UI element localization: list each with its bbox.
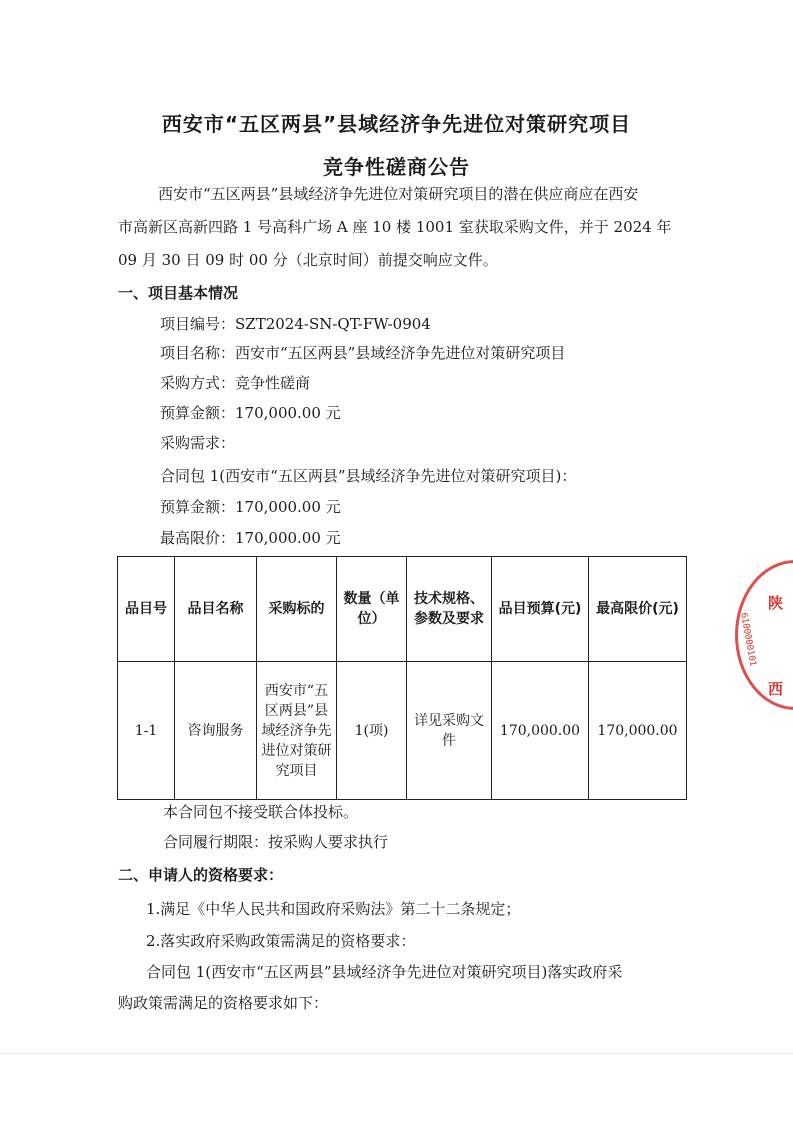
table-cell: 1-1 [118, 662, 175, 800]
project-name: 项目名称：西安市“五区两县”县域经济争先进位对策研究项目 [160, 344, 566, 362]
section-1-heading: 一、项目基本情况 [118, 284, 239, 302]
table-cell: 咨询服务 [175, 662, 257, 800]
table-cell: 1(项) [337, 662, 407, 800]
requirement-3-line-1: 合同包 1(西安市“五区两县”县域经济争先进位对策研究项目)落实政府采 [146, 963, 623, 981]
intro-line-2: 市高新区高新四路 1 号高科广场 A 座 10 楼 1001 室获取采购文件，并于 2024 年 [118, 218, 672, 236]
package-budget: 预算金额：170,000.00 元 [160, 498, 341, 516]
items-table [117, 556, 687, 800]
column-header: 数量（单位） [337, 557, 407, 662]
project-number: 项目编号：SZT2024-SN-QT-FW-0904 [160, 315, 431, 333]
intro-line-1: 西安市“五区两县”县域经济争先进位对策研究项目的潜在供应商应在西安 [158, 185, 639, 203]
procurement-method: 采购方式：竞争性磋商 [160, 374, 311, 392]
seal-character: 西 [768, 680, 784, 698]
seal-character: 陕 [768, 594, 784, 612]
column-header: 品目预算(元) [492, 557, 589, 662]
table-cell: 170,000.00 [589, 662, 687, 800]
column-header: 技术规格、参数及要求 [407, 557, 492, 662]
contract-period: 合同履行期限：按采购人要求执行 [163, 833, 389, 851]
procurement-needs: 采购需求： [160, 434, 236, 452]
requirement-1: 1.满足《中华人民共和国政府采购法》第二十二条规定； [146, 900, 521, 918]
column-header: 采购标的 [257, 557, 337, 662]
section-2-heading: 二、申请人的资格要求： [118, 866, 284, 884]
no-consortium-note: 本合同包不接受联合体投标。 [163, 803, 359, 821]
table-row [118, 662, 687, 800]
contract-package: 合同包 1(西安市“五区两县”县域经济争先进位对策研究项目)： [160, 467, 577, 485]
requirement-3-line-2: 购政策需满足的资格要求如下： [118, 994, 329, 1012]
column-header: 最高限价(元) [589, 557, 687, 662]
document-title: 西安市“五区两县”县域经济争先进位对策研究项目 [161, 112, 632, 136]
column-header: 品目号 [118, 557, 175, 662]
budget-amount: 预算金额：170,000.00 元 [160, 404, 341, 422]
requirement-2: 2.落实政府采购政策需满足的资格要求： [146, 932, 416, 950]
page-divider [0, 1053, 793, 1054]
package-max-price: 最高限价：170,000.00 元 [160, 529, 341, 547]
intro-line-3: 09 月 30 日 09 时 00 分（北京时间）前提交响应文件。 [118, 251, 498, 269]
column-header: 品目名称 [175, 557, 257, 662]
table-header-row [118, 557, 687, 662]
table-cell: 170,000.00 [492, 662, 589, 800]
table-cell: 西安市“五区两县”县域经济争先进位对策研究项目 [257, 662, 337, 800]
table-cell: 详见采购文件 [407, 662, 492, 800]
document-subtitle: 竞争性磋商公告 [323, 155, 470, 179]
seal-number: 6100000101 [738, 612, 758, 668]
